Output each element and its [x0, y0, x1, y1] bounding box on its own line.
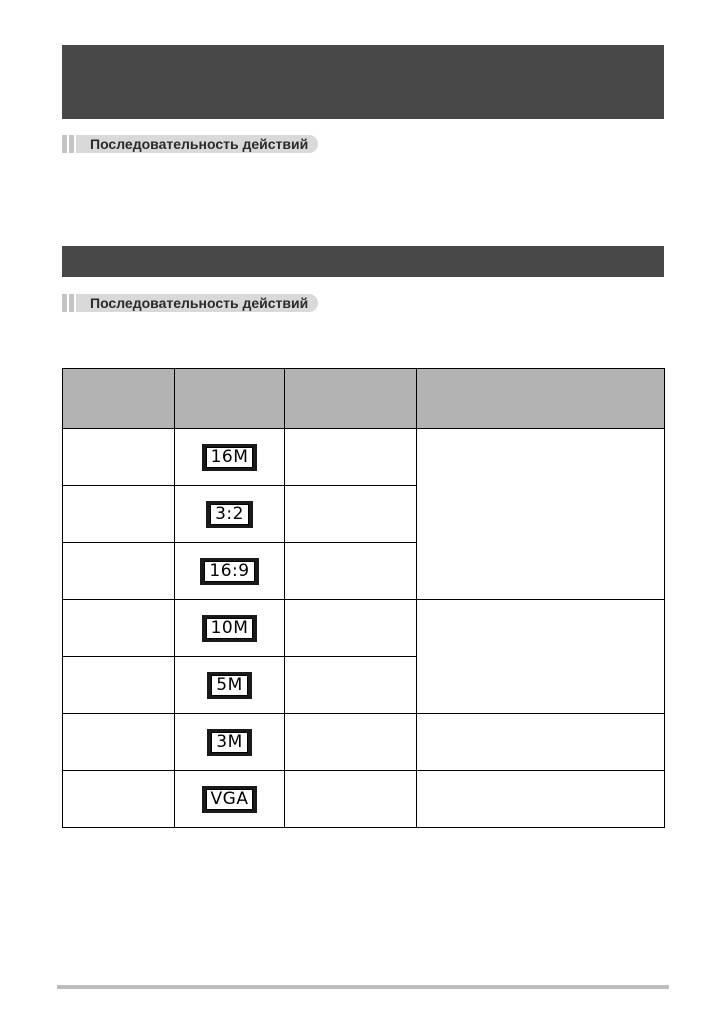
- table-cell: [63, 714, 175, 771]
- tab-bar-decoration: [69, 294, 74, 312]
- image-size-vga-icon: VGA: [202, 786, 258, 813]
- table-row: [63, 714, 665, 771]
- column-header: [175, 369, 285, 429]
- table-cell: [175, 543, 285, 600]
- image-size-16m-icon: 16M: [202, 444, 258, 471]
- procedure-label: Последовательность действий: [76, 135, 318, 153]
- section-header-1: [62, 45, 664, 119]
- tab-bar-decoration: [62, 294, 67, 312]
- section-header-2: [62, 246, 664, 277]
- image-size-3m-icon: 3M: [207, 729, 251, 756]
- table-cell: [285, 657, 417, 714]
- table-cell: [63, 600, 175, 657]
- table-cell: [63, 657, 175, 714]
- table-cell: [285, 600, 417, 657]
- table-cell: [285, 714, 417, 771]
- procedure-tab-1: [62, 135, 318, 153]
- image-size-5m-icon: 5M: [207, 672, 251, 699]
- table-cell: [63, 429, 175, 486]
- table-cell: [63, 771, 175, 828]
- image-size-table: [62, 368, 665, 828]
- table-cell: [175, 600, 285, 657]
- table-cell: [417, 771, 665, 828]
- image-size-16-9-icon: 16:9: [200, 558, 258, 585]
- table-cell: [285, 486, 417, 543]
- image-size-3-2-icon: 3:2: [206, 501, 253, 528]
- table-row: [63, 771, 665, 828]
- table-row: [63, 600, 665, 657]
- table-cell: [417, 600, 665, 714]
- image-size-10m-icon: 10M: [202, 615, 258, 642]
- table-cell: [63, 486, 175, 543]
- table-row: [63, 429, 665, 486]
- table-cell: [175, 657, 285, 714]
- table-cell: [175, 429, 285, 486]
- table-cell: [417, 714, 665, 771]
- footer-divider: [57, 985, 669, 989]
- table-cell: [63, 543, 175, 600]
- column-header: [63, 369, 175, 429]
- procedure-label: Последовательность действий: [76, 294, 318, 312]
- table-cell: [285, 543, 417, 600]
- table-cell: [175, 714, 285, 771]
- table-cell: [285, 429, 417, 486]
- column-header: [285, 369, 417, 429]
- tab-bar-decoration: [69, 135, 74, 153]
- table-header-row: [63, 369, 665, 429]
- procedure-tab-2: [62, 294, 318, 312]
- table-cell: [285, 771, 417, 828]
- table-cell: [175, 486, 285, 543]
- table-cell: [175, 771, 285, 828]
- tab-bar-decoration: [62, 135, 67, 153]
- column-header: [417, 369, 665, 429]
- table-cell: [417, 429, 665, 600]
